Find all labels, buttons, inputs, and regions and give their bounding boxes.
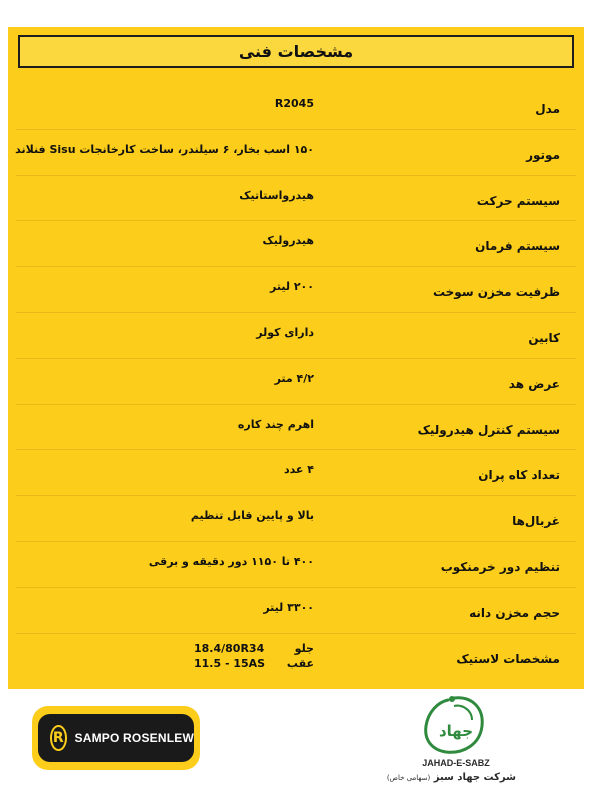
spec-table	[16, 84, 576, 678]
jahad-logo-script: جهاد	[438, 722, 474, 740]
spec-label: حجم مخزن دانه	[469, 605, 560, 620]
spec-label: مدل	[535, 102, 560, 116]
spec-sheet	[8, 27, 584, 689]
sampo-logo-text: SAMPO ROSENLEW	[74, 731, 194, 745]
jahad-persian-name	[386, 772, 516, 783]
spec-label: تنظیم دور خرمنکوب	[440, 559, 560, 574]
spec-row-fuel-tank	[16, 267, 576, 313]
spec-label: سیستم کنترل هیدرولیک	[417, 422, 560, 437]
spec-label: مشخصات لاستیک	[456, 651, 560, 666]
spec-row-thresher-speed	[16, 542, 576, 588]
page-title: مشخصات فنی	[238, 42, 354, 61]
spec-label: سیستم حرکت	[476, 193, 560, 208]
spec-row-sieves	[16, 496, 576, 542]
spec-label: ظرفیت مخزن سوخت	[432, 285, 560, 300]
jahad-company-type: (سهامی خاص)	[386, 774, 431, 782]
spec-row-straw-walkers	[16, 450, 576, 496]
spec-value: ۴/۲ متر	[274, 371, 314, 385]
spec-label: تعداد کاه پران	[478, 468, 560, 483]
tire-values	[194, 642, 314, 672]
spec-row-model	[16, 84, 576, 130]
spec-row-grain-tank	[16, 588, 576, 634]
jahad-e-sabz-logo-icon	[418, 694, 494, 760]
spec-value: ۱۵۰ اسب بخار، ۶ سیلندر، ساخت کارخانجات Sisu فنلاند	[15, 142, 314, 156]
spec-value: ۴۰۰ تا ۱۱۵۰ دور دقیقه و برقی	[148, 554, 314, 568]
spec-value: دارای کولر	[256, 325, 314, 339]
spec-label: کابین	[528, 330, 560, 345]
tire-front-value: 18.4/80R34	[194, 641, 265, 655]
sampo-rosenlew-logo	[32, 706, 200, 770]
spec-label: سیستم فرمان	[475, 239, 560, 254]
tire-front-label: جلو	[294, 641, 314, 655]
spec-value: هیدرولیک	[262, 234, 314, 248]
spec-row-drive-system	[16, 176, 576, 222]
spec-row-steering	[16, 221, 576, 267]
spec-value: ۳۳۰۰ لیتر	[263, 600, 314, 614]
spec-label: غربال‌ها	[512, 514, 560, 529]
jahad-company-name: شرکت جهاد سبز	[433, 772, 516, 783]
sampo-logo-plate	[38, 714, 194, 762]
tire-rear-label: عقب	[286, 656, 314, 670]
spec-label: موتور	[526, 147, 560, 162]
spec-label: عرض هد	[508, 376, 560, 391]
spec-value: اهرم چند کاره	[237, 417, 314, 431]
spec-row-tires	[16, 634, 576, 679]
spec-value: ۴ عدد	[283, 463, 314, 477]
spec-row-header-width	[16, 359, 576, 405]
spec-value: هیدرواستاتیک	[239, 188, 314, 202]
spec-value: بالا و پایین قابل تنظیم	[190, 509, 314, 523]
sampo-emblem-icon: R	[50, 725, 67, 751]
spec-row-hydraulic-control	[16, 405, 576, 451]
spec-row-engine	[16, 130, 576, 176]
spec-value: R2045	[274, 97, 314, 110]
tire-rear	[194, 657, 314, 672]
tire-rear-value: 11.5 - 15AS	[194, 656, 266, 670]
tire-front	[194, 642, 314, 657]
jahad-english-name: JAHAD-E-SABZ	[422, 758, 490, 768]
spec-value: ۲۰۰ لیتر	[270, 280, 314, 294]
title-bar	[18, 35, 574, 68]
spec-row-cabin	[16, 313, 576, 359]
